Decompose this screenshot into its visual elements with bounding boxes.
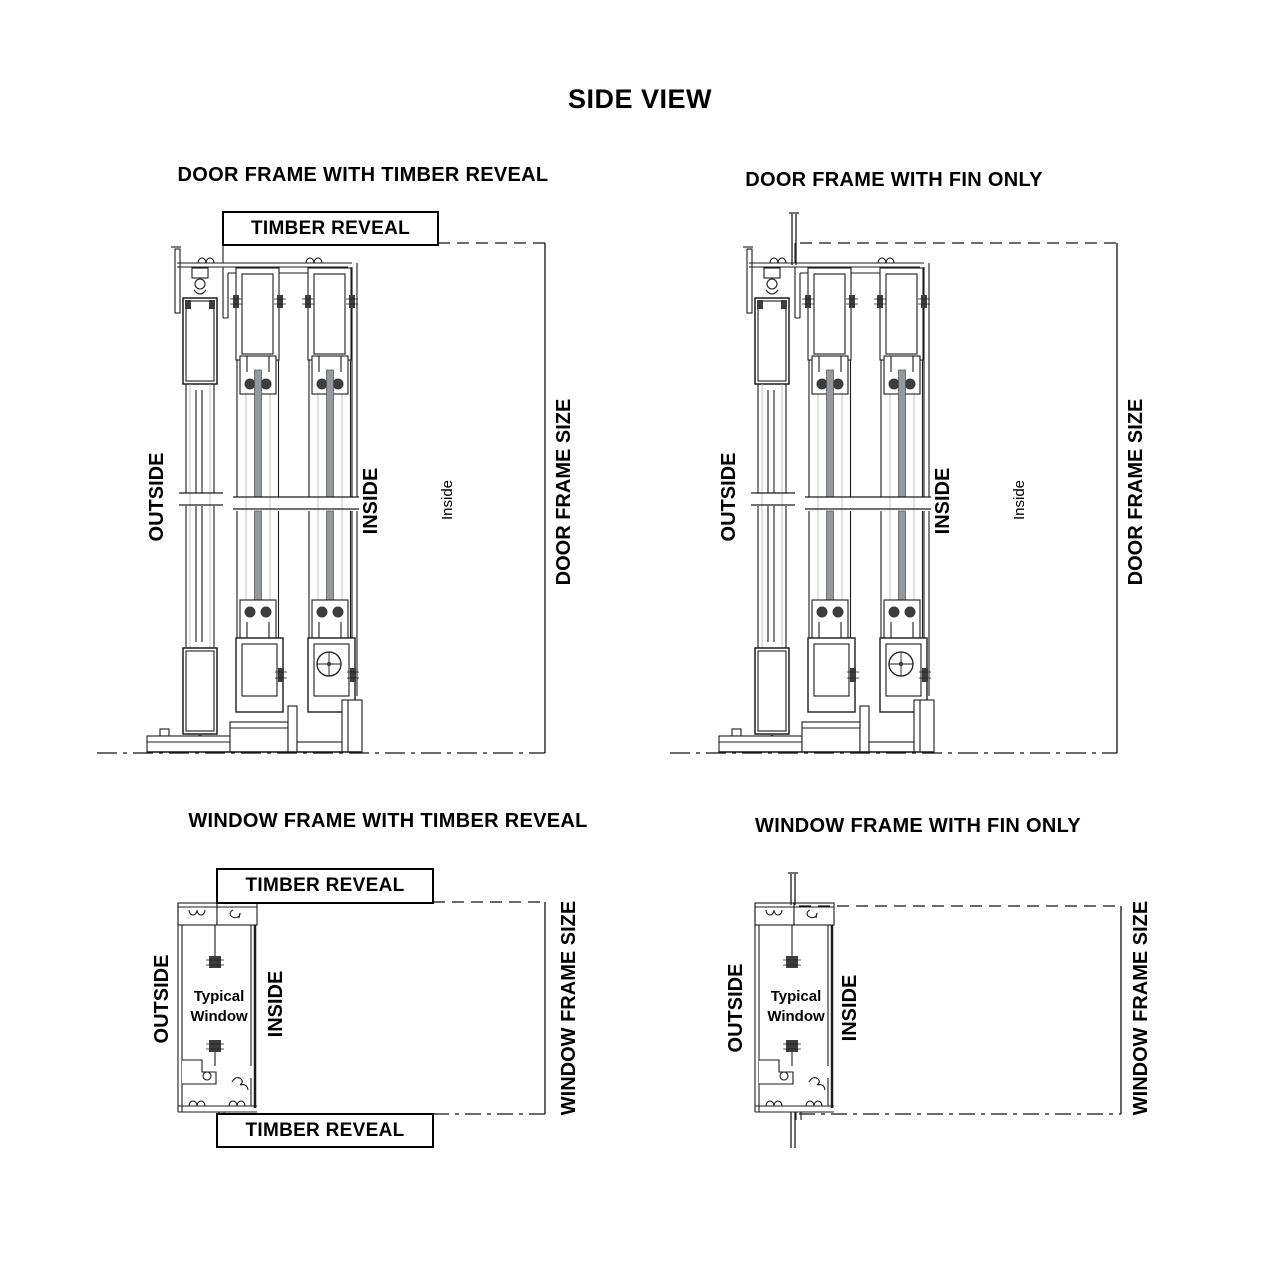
mounting-fin-bottom [791,1112,795,1148]
window-timber-outside-label: OUTSIDE [150,954,173,1044]
window-timber-dimension-label: WINDOW FRAME SIZE [557,900,580,1116]
door-fin-title: DOOR FRAME WITH FIN ONLY [745,169,1043,191]
mounting-fin [789,213,799,265]
window-fin-dimension-label: WINDOW FRAME SIZE [1129,900,1152,1116]
window-fin-title: WINDOW FRAME WITH FIN ONLY [755,815,1081,837]
door-timber-reveal-box: TIMBER REVEAL [222,211,439,246]
door-fin-inside-annotation: Inside [1010,479,1028,521]
window-timber-inside-label: INSIDE [264,970,287,1038]
window-fin-outside-label: OUTSIDE [724,963,747,1053]
window-timber-title: WINDOW FRAME WITH TIMBER REVEAL [188,810,588,832]
window-fin-inside-label: INSIDE [838,974,861,1042]
door-timber-dimension-label: DOOR FRAME SIZE [552,398,575,586]
window-timber-reveal-box-bottom: TIMBER REVEAL [216,1113,434,1148]
door-timber-inside-annotation: Inside [438,479,456,521]
door-fin-inside-label: INSIDE [931,467,954,535]
page-title: SIDE VIEW [567,84,713,114]
door-timber-inside-label: INSIDE [359,467,382,535]
door-fin-dimension-label: DOOR FRAME SIZE [1124,398,1147,586]
door-fin-outside-label: OUTSIDE [717,452,740,542]
window-timber-typical-window-annotation: Typical Window [190,988,248,1025]
mounting-fin-top [788,873,798,905]
window-timber-reveal-box-top: TIMBER REVEAL [216,868,434,904]
door-timber-title: DOOR FRAME WITH TIMBER REVEAL [177,164,549,186]
door-timber-outside-label: OUTSIDE [145,452,168,542]
window-fin-typical-window-annotation: Typical Window [767,988,825,1025]
